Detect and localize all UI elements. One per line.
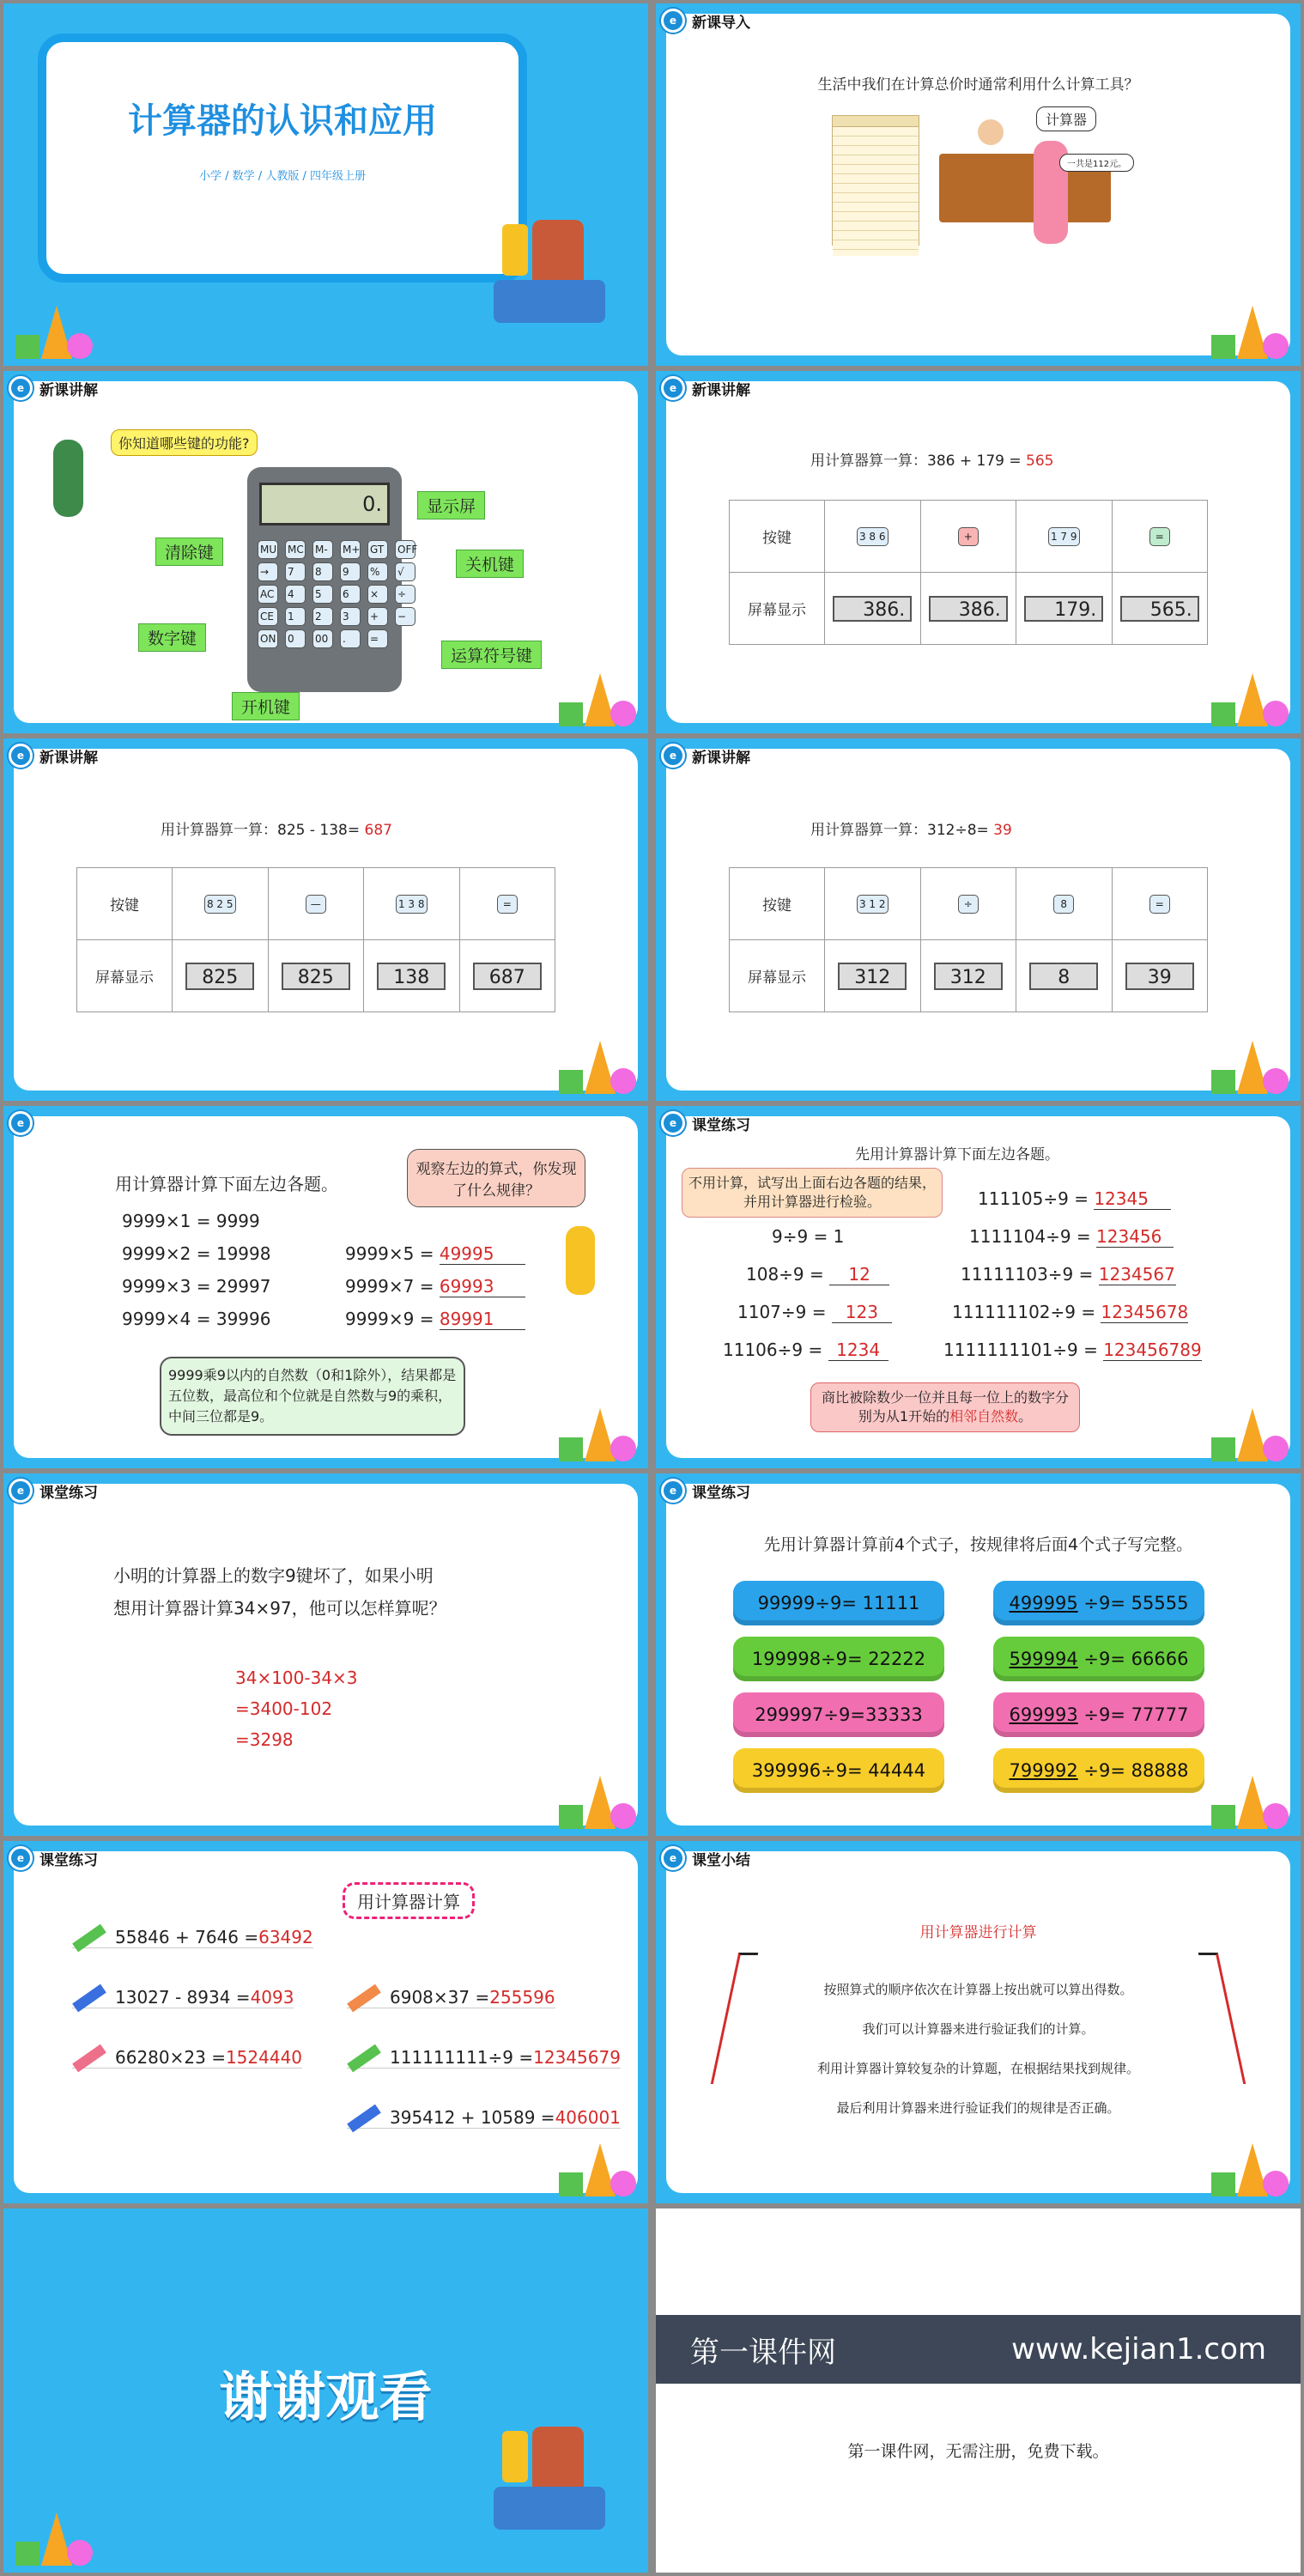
slide-tag: 新课讲解	[39, 381, 98, 399]
answer: 687	[364, 822, 392, 839]
slide-summary[interactable]	[656, 1841, 1301, 2203]
pill: 399996÷9= 44444	[733, 1748, 944, 1793]
summary-note: 商比被除数少一位并且每一位上的数字分别为从1开始的相邻自然数。	[810, 1382, 1080, 1432]
corner-shapes	[559, 1034, 636, 1094]
logo-icon: e	[661, 1846, 685, 1870]
key-group: =	[497, 895, 518, 914]
student-figure	[53, 440, 83, 517]
screen-value: 386.	[929, 596, 1008, 622]
slide-tag: 新课讲解	[692, 749, 750, 767]
question-bubble: 观察左边的算式，你发现了什么规律？	[407, 1149, 585, 1207]
screen-value: 312	[838, 963, 907, 990]
key[interactable]: 5	[312, 585, 333, 604]
row-label: 屏幕显示	[730, 940, 825, 1012]
slide-subtraction[interactable]	[3, 738, 648, 1101]
pill: 199998÷9= 22222	[733, 1637, 944, 1681]
slide-calc-practice[interactable]	[3, 1841, 648, 2203]
key[interactable]: MC	[285, 540, 306, 559]
banner: 用计算器计算	[343, 1882, 475, 1919]
slide-tag: 课堂小结	[692, 1851, 750, 1869]
title: 用计算器进行计算	[919, 1924, 1037, 1941]
key-group: 1 7 9	[1048, 527, 1080, 546]
slide-ad[interactable]	[656, 2208, 1301, 2573]
logo-icon: e	[661, 9, 685, 33]
equation: 9÷9 = 1	[772, 1226, 845, 1247]
calculator-body	[247, 467, 418, 692]
pill: 699993 ÷9= 77777	[993, 1692, 1204, 1737]
corner-shapes	[15, 299, 93, 359]
key[interactable]: 1	[285, 607, 306, 626]
equation: 108÷9 = 12	[746, 1264, 889, 1285]
title: 先用计算器计算下面左边各题。	[855, 1146, 1059, 1163]
logo-icon: e	[661, 744, 685, 768]
slide-complete-pattern[interactable]	[656, 1473, 1301, 1836]
equation: 9999×4 = 39996	[122, 1309, 271, 1329]
row-label: 按键	[77, 868, 173, 940]
cashier	[978, 119, 1004, 145]
key-group: 8 2 5	[204, 895, 236, 914]
key-group: ÷	[958, 895, 979, 914]
pill: 499995 ÷9= 55555	[993, 1581, 1204, 1625]
cover-subtitle: 小学 / 数学 / 人教版 / 四年级上册	[199, 170, 366, 183]
row-label: 按键	[730, 868, 825, 940]
slide-tag: 课堂练习	[39, 1851, 98, 1869]
key[interactable]: 7	[285, 562, 306, 581]
brand: 第一课件网	[690, 2335, 836, 2370]
key[interactable]: −	[395, 607, 415, 626]
equation: 111105÷9 = 12345	[978, 1188, 1171, 1210]
title-card	[38, 33, 527, 283]
equation: 9999×5 = 49995	[345, 1243, 525, 1265]
question: 小明的计算器上的数字9键坏了，如果小明 想用计算器计算34×97，他可以怎样算呢？	[113, 1565, 446, 1619]
key-group: =	[1149, 895, 1170, 914]
screen-value: 687	[473, 963, 542, 990]
slide-cover[interactable]	[3, 3, 648, 366]
key[interactable]: ×	[367, 585, 388, 604]
logo-icon: e	[9, 1111, 33, 1135]
key-group: —	[306, 895, 326, 914]
bubble-calculator: 计算器	[1036, 106, 1096, 131]
intro-question: 生活中我们在计算总价时通常利用什么计算工具？	[817, 76, 1139, 94]
logo-icon: e	[661, 1479, 685, 1503]
key-grid	[256, 540, 418, 648]
corner-shapes	[1211, 2136, 1289, 2196]
logo-icon: e	[661, 1111, 685, 1135]
screen-value: 312	[934, 963, 1003, 990]
key[interactable]: 6	[340, 585, 361, 604]
hint-note: 不用计算，试写出上面右边各题的结果，并用计算器进行检验。	[682, 1168, 943, 1218]
answer: 565	[1026, 453, 1054, 470]
pill: 99999÷9= 11111	[733, 1581, 944, 1625]
screen-value: 825	[185, 963, 254, 990]
prompt: 用计算器算一算：386 + 179 = 565	[810, 453, 1054, 470]
answer: 39	[993, 822, 1012, 839]
price-list	[832, 115, 919, 246]
logo-icon: e	[9, 744, 33, 768]
rule-note: 9999乘9以内的自然数（0和1除外），结果都是五位数，最高位和个位就是自然数与9的乘积，中间三位都是9。	[160, 1357, 465, 1436]
equation: 9999×2 = 19998	[122, 1243, 271, 1264]
key[interactable]: 8	[312, 562, 333, 581]
corner-shapes	[1211, 1401, 1289, 1461]
key-group: 8	[1053, 895, 1074, 914]
prompt: 用计算器算一算：312÷8= 39	[810, 822, 1012, 839]
corner-shapes	[1211, 666, 1289, 726]
key[interactable]: M+	[340, 540, 361, 559]
answer-steps: 34×100-34×3 =3400-102 =3298	[235, 1668, 358, 1750]
key-group: 3 1 2	[857, 895, 889, 914]
slide-division-pattern[interactable]	[656, 1106, 1301, 1468]
equation: 111111102÷9 = 12345678	[952, 1302, 1189, 1322]
tagline: 第一课件网，无需注册，免费下载。	[847, 2442, 1109, 2461]
corner-shapes	[1211, 1769, 1289, 1829]
exercise: 6908×37 =255596	[347, 1987, 555, 2008]
key[interactable]: M-	[312, 540, 333, 559]
slide-tag: 课堂练习	[39, 1484, 98, 1502]
site-url[interactable]: www.kejian1.com	[1011, 2332, 1266, 2366]
key[interactable]: MU	[258, 540, 278, 559]
equation: 9999×9 = 89991	[345, 1309, 525, 1330]
equation: 9999×3 = 29997	[122, 1276, 271, 1297]
cover-illustration	[485, 220, 614, 331]
title: 先用计算器计算前4个式子，按规律将后面4个式子写完整。	[763, 1535, 1193, 1554]
teacher-figure	[566, 1226, 595, 1295]
key[interactable]: ON	[258, 629, 278, 648]
label-on: 开机键	[232, 692, 300, 720]
row-label: 按键	[730, 501, 825, 573]
key[interactable]: OFF	[395, 540, 415, 559]
calculator-screen: 0.	[259, 483, 390, 526]
logo-icon: e	[9, 376, 33, 400]
key[interactable]: √	[395, 562, 415, 581]
key[interactable]: →	[258, 562, 278, 581]
corner-shapes	[15, 2506, 93, 2566]
key[interactable]: .	[340, 629, 361, 648]
label-display: 显示屏	[417, 491, 485, 519]
key[interactable]: GT	[367, 540, 388, 559]
slide-intro[interactable]	[656, 3, 1301, 366]
pill: 299997÷9=33333	[733, 1692, 944, 1737]
key[interactable]: +	[367, 607, 388, 626]
key[interactable]: 9	[340, 562, 361, 581]
pill: 599994 ÷9= 66666	[993, 1637, 1204, 1681]
equation: 1111111101÷9 = 123456789	[943, 1340, 1202, 1360]
corner-shapes	[559, 1401, 636, 1461]
equation: 1107÷9 = 123	[737, 1302, 892, 1323]
screen-value: 565.	[1120, 596, 1199, 622]
equation: 9999×1 = 9999	[122, 1211, 260, 1231]
slide-calculator-keys[interactable]	[3, 371, 648, 733]
key[interactable]: CE	[258, 607, 278, 626]
slide-9999-pattern[interactable]	[3, 1106, 648, 1468]
equation: 9999×7 = 69993	[345, 1276, 525, 1297]
corner-shapes	[559, 1769, 636, 1829]
cover-illustration	[485, 2427, 614, 2538]
slide-tag: 课堂练习	[692, 1116, 750, 1134]
key[interactable]: ÷	[395, 585, 415, 604]
key-group: +	[958, 527, 979, 546]
screen-value: 825	[282, 963, 350, 990]
exercise: 13027 - 8934 =4093	[72, 1987, 294, 2008]
slide-tag: 课堂练习	[692, 1484, 750, 1502]
key-group: =	[1149, 527, 1170, 546]
exercise: 395412 + 10589 =406001	[347, 2107, 621, 2129]
logo-icon: e	[661, 376, 685, 400]
exercise: 111111111÷9 =12345679	[347, 2047, 621, 2069]
corner-shapes	[1211, 1034, 1289, 1094]
slide-tag: 新课讲解	[692, 381, 750, 399]
key[interactable]: 00	[312, 629, 333, 648]
label-off: 关机键	[456, 550, 524, 578]
key[interactable]: AC	[258, 585, 278, 604]
label-ops: 运算符号键	[441, 641, 542, 669]
equation: 11106÷9 = 1234	[723, 1340, 889, 1361]
screen-value: 39	[1125, 963, 1194, 990]
prompt: 用计算器算一算：825 - 138= 687	[161, 822, 392, 839]
equation: 11111103÷9 = 1234567	[961, 1264, 1175, 1285]
key[interactable]: 3	[340, 607, 361, 626]
screen-value: 386.	[833, 596, 912, 622]
key-table	[76, 867, 555, 1012]
summary-lines: 按照算式的顺序依次在计算器上按出就可以算出得数。 我们可以计算器来进行验证我们的计算。 利用计算器计算较复杂的计算题，在根据结果找到规律。 最后利用计算器来进行验证我们的规律是否正确。	[816, 1982, 1139, 2116]
corner-shapes	[559, 666, 636, 726]
question-bubble: 你知道哪些键的功能?	[111, 429, 258, 456]
slide-tag: 新课讲解	[39, 749, 98, 767]
key-table	[729, 867, 1208, 1012]
key-group: 1 3 8	[396, 895, 428, 914]
logo-icon: e	[9, 1846, 33, 1870]
slide-addition[interactable]	[656, 371, 1301, 733]
logo-icon: e	[9, 1479, 33, 1503]
label-clear: 清除键	[155, 538, 223, 566]
screen-value: 8	[1029, 963, 1098, 990]
cover-title: 计算器的认识和应用	[128, 101, 437, 141]
key[interactable]: 2	[312, 607, 333, 626]
slide-broken-key[interactable]	[3, 1473, 648, 1836]
corner-shapes	[1211, 299, 1289, 359]
slide-tag: 新课导入	[692, 14, 750, 32]
key[interactable]: 0	[285, 629, 306, 648]
row-label: 屏幕显示	[77, 940, 173, 1012]
row-label: 屏幕显示	[730, 573, 825, 645]
exercise: 55846 + 7646 =63492	[72, 1927, 313, 1948]
key[interactable]: 4	[285, 585, 306, 604]
thanks-title: 谢谢观看	[219, 2366, 433, 2428]
screen-value: 138	[377, 963, 446, 990]
corner-shapes	[559, 2136, 636, 2196]
exercise: 66280×23 =1524440	[72, 2047, 302, 2069]
equation: 1111104÷9 = 123456	[969, 1226, 1174, 1248]
label-digits: 数字键	[138, 623, 206, 652]
key[interactable]: =	[367, 629, 388, 648]
key-group: 3 8 6	[857, 527, 889, 546]
slide-division[interactable]	[656, 738, 1301, 1101]
key[interactable]: %	[367, 562, 388, 581]
pill: 799992 ÷9= 88888	[993, 1748, 1204, 1793]
title: 用计算器计算下面左边各题。	[115, 1174, 338, 1194]
ad-banner	[656, 2315, 1301, 2384]
bubble-total: 一共是112元。	[1059, 154, 1134, 172]
screen-value: 179.	[1024, 596, 1103, 622]
slide-thanks[interactable]	[3, 2208, 648, 2573]
key-table	[729, 500, 1208, 645]
